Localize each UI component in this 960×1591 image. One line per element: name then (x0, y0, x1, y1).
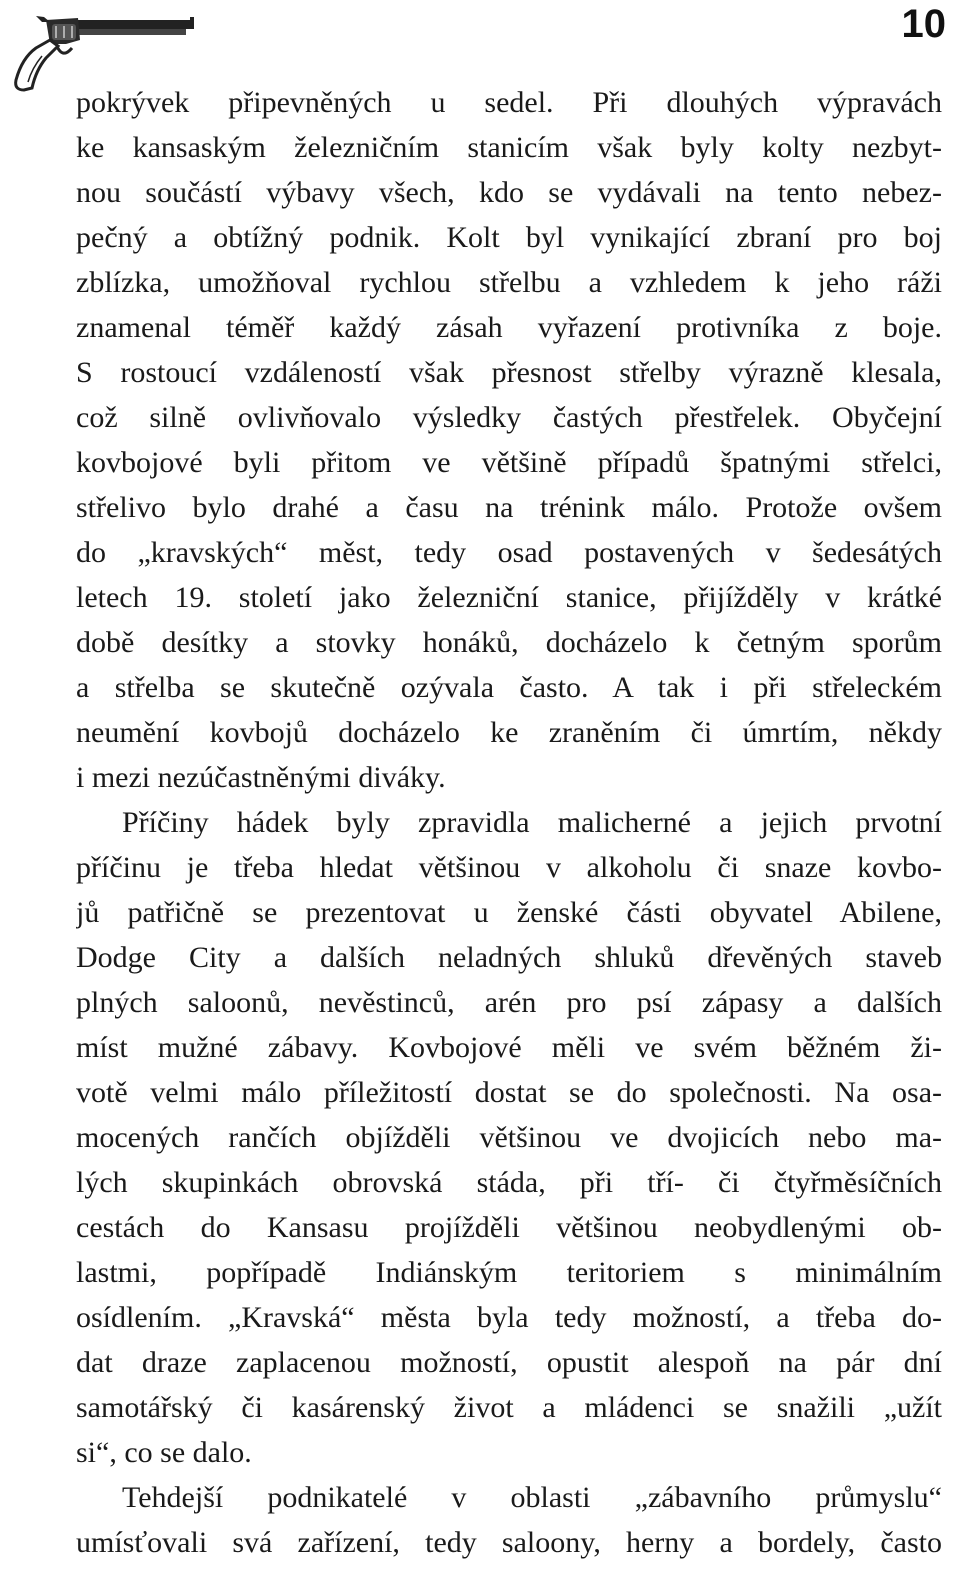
text-line: střelivo bylo drahé a času na trénink málo. Protože ovšem (76, 491, 942, 524)
page-number: 10 (901, 2, 946, 46)
text-line: což silně ovlivňovalo výsledky častých přestřelek. Obyčejní (76, 401, 942, 434)
body-text (76, 80, 942, 1565)
text-line: jů patřičně se prezentovat u ženské části obyvatel Abilene, (76, 896, 942, 929)
text-line: pokrývek připevněných u sedel. Při dlouhých výpravách (76, 86, 942, 119)
text-line: letech 19. století jako železniční stanice, přijížděly v krátké (76, 581, 942, 614)
text-line: S rostoucí vzdáleností však přesnost střelby výrazně klesala, (76, 356, 942, 389)
text-line: Příčiny hádek byly zpravidla malicherné a jejich prvotní (122, 806, 942, 839)
text-line: a střelba se skutečně ozývala často. A tak i při střeleckém (76, 671, 942, 704)
text-line: lých skupinkách obrovská stáda, při tří- či čtyřměsíčních (76, 1166, 942, 1199)
text-line: dat draze zaplacenou možností, opustit alespoň na pár dní (76, 1346, 942, 1379)
text-line: pečný a obtížný podnik. Kolt byl vynikající zbraní pro boj (76, 221, 942, 254)
text-line: Dodge City a dalších neladných shluků dřevěných staveb (76, 941, 942, 974)
text-line: nou součástí výbavy všech, kdo se vydávali na tento nebez- (76, 176, 942, 209)
text-line: Tehdejší podnikatelé v oblasti „zábavního průmyslu“ (122, 1481, 942, 1514)
text-line: znamenal téměř každý zásah vyřazení protivníka z boje. (76, 311, 942, 344)
text-line: ke kansaským železničním stanicím však byly kolty nezbyt- (76, 131, 942, 164)
paragraph (76, 800, 942, 1475)
paragraph (76, 1475, 942, 1565)
text-line: době desítky a stovky honáků, docházelo k četným sporům (76, 626, 942, 659)
paragraph (76, 80, 942, 800)
text-line: votě velmi málo příležitostí dostat se do společnosti. Na osa- (76, 1076, 942, 1109)
text-line: příčinu je třeba hledat většinou v alkoholu či snaze kovbo- (76, 851, 942, 884)
text-line: plných saloonů, nevěstinců, arén pro psí zápasy a dalších (76, 986, 942, 1019)
text-line: zblízka, umožňoval rychlou střelbu a vzhledem k jeho ráži (76, 266, 942, 299)
text-line: lastmi, popřípadě Indiánským teritoriem s minimálním (76, 1256, 942, 1289)
text-line: míst mužné zábavy. Kovbojové měli ve svém běžném ži- (76, 1031, 942, 1064)
text-line: osídlením. „Kravská“ města byla tedy možností, a třeba do- (76, 1301, 942, 1334)
text-line: neumění kovbojů docházelo ke zraněním či úmrtím, někdy (76, 716, 942, 749)
text-line: cestách do Kansasu projížděli většinou neobydlenými ob- (76, 1211, 942, 1244)
text-line: samotářský či kasárenský život a mládenci se snažili „užít (76, 1391, 942, 1424)
text-line: kovbojové byli přitom ve většině případů špatnými střelci, (76, 446, 942, 479)
text-line: mocených rančích objížděli většinou ve dvojicích nebo ma- (76, 1121, 942, 1154)
text-line: do „kravských“ měst, tedy osad postavených v šedesátých (76, 536, 942, 569)
text-line: si“, co se dalo. (76, 1436, 252, 1469)
text-line: i mezi nezúčastněnými diváky. (76, 761, 446, 794)
text-line: umísťovali svá zařízení, tedy saloony, herny a bordely, často (76, 1526, 942, 1559)
